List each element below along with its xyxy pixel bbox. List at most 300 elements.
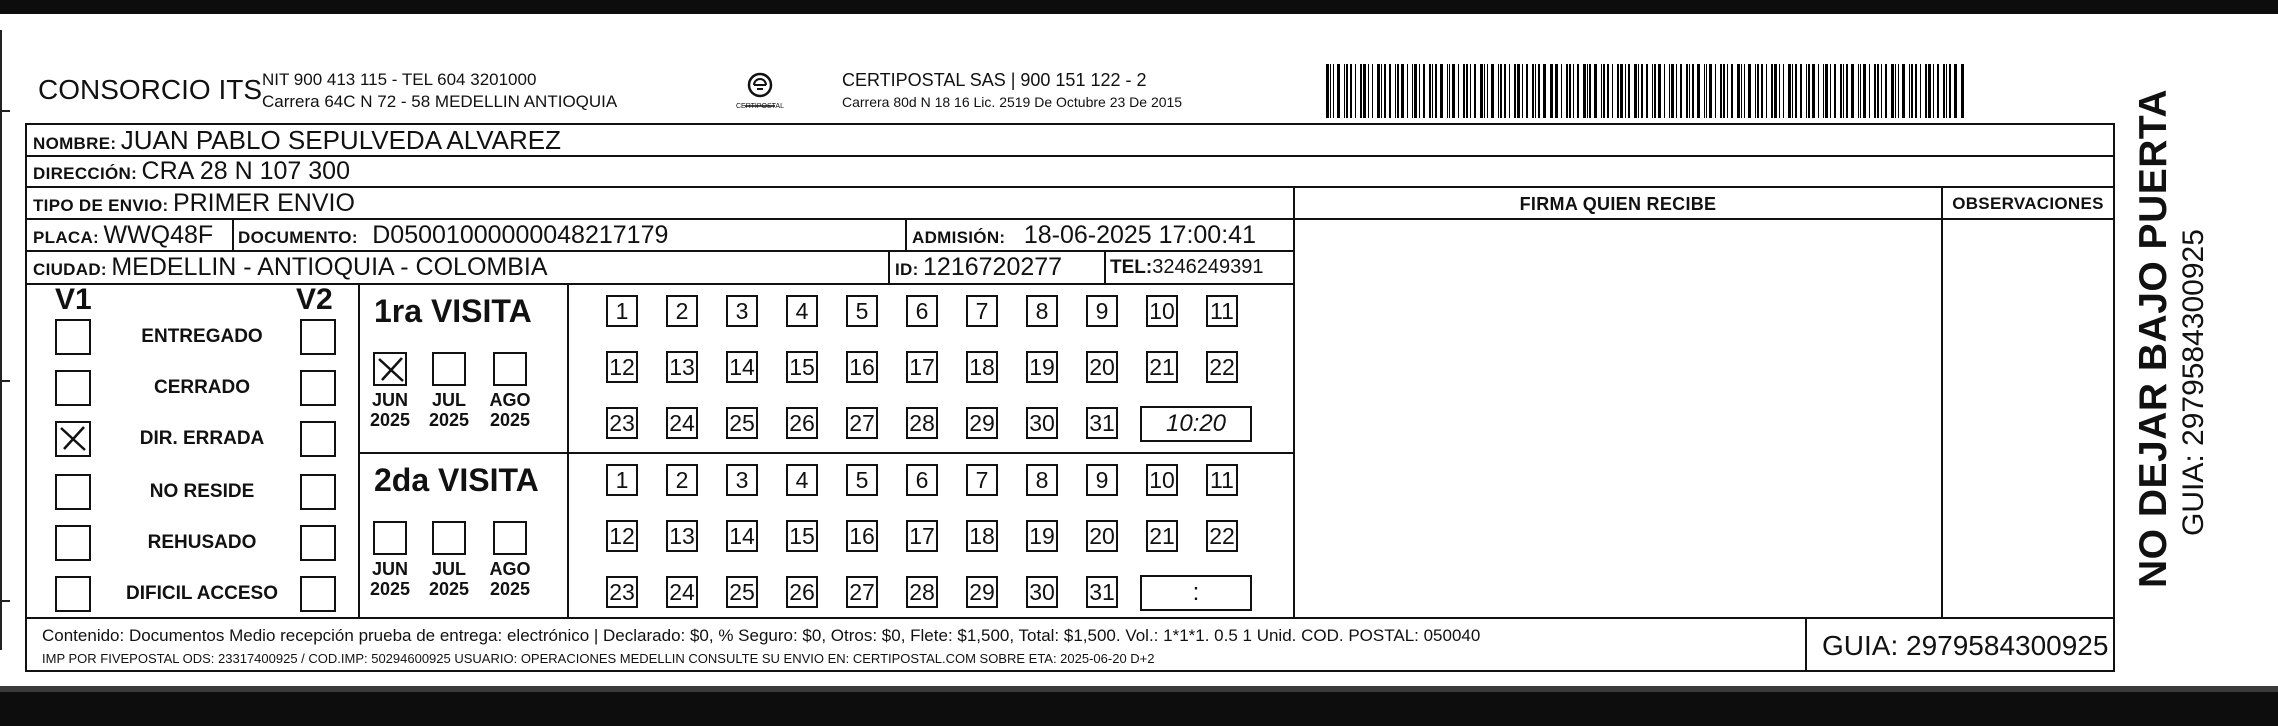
barcode-bar [1715, 64, 1716, 118]
day-box[interactable]: 7 [966, 464, 998, 496]
documento-cell [238, 221, 668, 250]
day-box[interactable]: 14 [726, 351, 758, 383]
barcode-bar [1397, 64, 1399, 118]
ciudad-label: CIUDAD: [33, 260, 107, 279]
barcode-bar [1363, 64, 1366, 118]
barcode-bar [1676, 64, 1677, 118]
barcode-bar [1587, 64, 1588, 118]
ciudad-value: MEDELLIN - ANTIOQUIA - COLOMBIA [111, 253, 548, 281]
barcode-bar [1360, 64, 1362, 118]
month-checkbox[interactable] [373, 352, 407, 386]
barcode-bar [1741, 64, 1742, 118]
barcode-bar [1783, 64, 1785, 118]
barcode-bar [1860, 64, 1862, 118]
day-box[interactable]: 5 [846, 464, 878, 496]
day-box[interactable]: 22 [1206, 351, 1238, 383]
barcode-bar [1491, 64, 1494, 118]
barcode-bar [1962, 64, 1964, 118]
visit-title: 2da VISITA [374, 462, 539, 498]
barcode-bar [1689, 64, 1690, 118]
day-box[interactable]: 16 [846, 520, 878, 552]
month-checkbox[interactable] [493, 521, 527, 555]
day-box[interactable]: 28 [906, 576, 938, 608]
day-box[interactable]: 31 [1086, 407, 1118, 439]
barcode-bar [1671, 64, 1674, 118]
barcode-bar [1851, 64, 1854, 118]
day-box[interactable]: 21 [1146, 520, 1178, 552]
barcode-bar [1808, 64, 1810, 118]
day-box[interactable]: 4 [786, 295, 818, 327]
barcode-bar [1748, 64, 1751, 118]
barcode-bar [1902, 64, 1905, 118]
month-label [419, 559, 479, 599]
day-box[interactable]: 13 [666, 520, 698, 552]
barcode-bar [1447, 64, 1448, 118]
barcode-bar [1535, 64, 1536, 118]
day-box[interactable]: 26 [786, 576, 818, 608]
firma-header: FIRMA QUIEN RECIBE [1519, 194, 1717, 214]
barcode-bar [1449, 64, 1451, 118]
barcode-bar [1961, 64, 1962, 118]
barcode-icon [1326, 64, 1966, 118]
barcode-bar [1452, 64, 1455, 118]
status-label: REHUSADO [147, 532, 257, 553]
barcode-bar [1330, 64, 1331, 118]
tipo-envio-row [33, 189, 355, 218]
id-value: 1216720277 [923, 253, 1063, 281]
status-label: DIR. ERRADA [139, 428, 265, 449]
row-divider [25, 218, 1293, 220]
barcode-bar [1333, 64, 1335, 118]
day-box[interactable]: 30 [1026, 576, 1058, 608]
barcode-bar [1350, 64, 1353, 118]
day-box[interactable]: 10 [1146, 295, 1178, 327]
month-checkbox[interactable] [432, 521, 466, 555]
day-box[interactable]: 30 [1026, 407, 1058, 439]
barcode-bar [1543, 64, 1546, 118]
barcode-bar [1792, 64, 1793, 118]
barcode-bar [1612, 64, 1613, 118]
placa-label: PLACA: [33, 228, 100, 247]
day-box[interactable]: 25 [726, 576, 758, 608]
barcode-bar [1440, 64, 1443, 118]
day-box[interactable]: 28 [906, 407, 938, 439]
barcode-bar [1779, 64, 1780, 118]
barcode-bar [1795, 64, 1797, 118]
status-label: CERRADO [153, 377, 251, 398]
v2-checkbox[interactable] [300, 370, 336, 406]
barcode-bar [1538, 64, 1540, 118]
month-label [480, 559, 540, 599]
barcode-bar [1355, 64, 1356, 118]
barcode-bar [1646, 64, 1649, 118]
v2-checkbox[interactable] [300, 421, 336, 457]
barcode-bar [1825, 64, 1828, 118]
month-name: JUL [431, 559, 466, 579]
tel-cell [1110, 256, 1263, 279]
day-box[interactable]: 29 [966, 576, 998, 608]
month-name: JUN [371, 559, 408, 579]
barcode-bar [1480, 64, 1483, 118]
v1-checkbox[interactable] [55, 319, 91, 355]
day-box[interactable]: 4 [786, 464, 818, 496]
day-box[interactable]: 21 [1146, 351, 1178, 383]
day-box[interactable]: 3 [726, 295, 758, 327]
company-nit: NIT 900 413 115 - TEL 604 3201000 [262, 70, 537, 89]
barcode-bar [1858, 64, 1859, 118]
barcode-bar [1652, 64, 1653, 118]
day-box[interactable]: 14 [726, 520, 758, 552]
month-label [360, 390, 420, 430]
tipo-envio-label: TIPO DE ENVIO: [33, 196, 169, 215]
day-box[interactable]: 11 [1206, 464, 1238, 496]
observaciones-header: OBSERVACIONES [1952, 194, 2104, 213]
day-box[interactable]: 2 [666, 464, 698, 496]
day-box[interactable]: 6 [906, 295, 938, 327]
barcode-bar [1395, 64, 1396, 118]
observations-area[interactable] [1943, 220, 2113, 617]
barcode-bar [1526, 64, 1528, 118]
barcode-bar [1920, 64, 1921, 118]
company-address: Carrera 64C N 72 - 58 MEDELLIN ANTIOQUIA [262, 92, 618, 111]
barcode-bar [1625, 64, 1626, 118]
day-box[interactable]: 12 [606, 520, 638, 552]
barcode-bar [1504, 64, 1507, 118]
left-tick [0, 380, 10, 382]
day-box[interactable]: 11 [1206, 295, 1238, 327]
day-box[interactable]: 9 [1086, 464, 1118, 496]
v2-header: V2 [296, 283, 333, 316]
barcode-bar [1771, 64, 1773, 118]
month-year: 2025 [489, 579, 531, 599]
barcode-bar [1925, 64, 1927, 118]
day-box[interactable]: 15 [786, 520, 818, 552]
barcode-bar [1414, 64, 1417, 118]
barcode-bar [1949, 64, 1951, 118]
v1-header: V1 [55, 283, 92, 316]
barcode-bar [1863, 64, 1866, 118]
barcode-bar [1706, 64, 1708, 118]
barcode-bar [1484, 64, 1485, 118]
day-box[interactable]: 2 [666, 295, 698, 327]
barcode-bar [1704, 64, 1705, 118]
admision-value: 18-06-2025 17:00:41 [1023, 221, 1256, 249]
barcode-bar [1723, 64, 1726, 118]
barcode-bar [1669, 64, 1671, 118]
barcode-bar [1326, 64, 1329, 118]
barcode-bar [1466, 64, 1469, 118]
cell-divider [1805, 617, 1807, 672]
barcode-bar [1812, 64, 1815, 118]
month-checkbox[interactable] [373, 521, 407, 555]
footer-guia: GUIA: 2979584300925 [1822, 630, 2109, 661]
side-warning: NO DEJAR BAJO PUERTA [2132, 88, 2175, 588]
barcode-bar [1377, 64, 1380, 118]
direccion-row [33, 157, 350, 186]
left-tick [0, 600, 10, 602]
barcode-bar [1561, 64, 1562, 118]
barcode-bar [1514, 64, 1516, 118]
barcode-bar [1550, 64, 1551, 118]
placa-value: WWQ48F [103, 221, 214, 249]
barcode-bar [1474, 64, 1476, 118]
barcode-bar [1818, 64, 1819, 118]
v1-checkbox[interactable] [55, 370, 91, 406]
barcode-bar [1885, 64, 1887, 118]
documento-label: DOCUMENTO: [238, 228, 358, 247]
nombre-label: NOMBRE: [33, 134, 117, 153]
v1-checkbox[interactable] [55, 525, 91, 561]
barcode-bar [1766, 64, 1767, 118]
barcode-bar [1697, 64, 1700, 118]
day-box[interactable]: 18 [966, 520, 998, 552]
row-divider [25, 186, 2115, 188]
barcode-bar [1731, 64, 1733, 118]
barcode-bar [1877, 64, 1880, 118]
barcode-bar [1435, 64, 1437, 118]
day-box[interactable]: 17 [906, 520, 938, 552]
carrier-name: CERTIPOSTAL SAS | 900 151 122 - 2 [842, 70, 1147, 90]
month-name: AGO [489, 559, 531, 579]
barcode-bar [1800, 64, 1803, 118]
barcode-bar [1601, 64, 1602, 118]
tel-value: 3246249391 [1152, 256, 1264, 278]
month-checkbox[interactable] [432, 352, 466, 386]
month-year: 2025 [428, 410, 470, 430]
day-box[interactable]: 24 [666, 407, 698, 439]
barcode-bar [1638, 64, 1639, 118]
day-box[interactable]: 25 [726, 407, 758, 439]
barcode-bar [1909, 64, 1910, 118]
signature-area[interactable] [1293, 220, 1941, 617]
barcode-bar [1384, 64, 1386, 118]
barcode-bar [1954, 64, 1957, 118]
month-label [480, 390, 540, 430]
barcode-bar [1709, 64, 1712, 118]
month-label [360, 559, 420, 599]
day-box[interactable]: 1 [606, 464, 638, 496]
day-box[interactable]: 22 [1206, 520, 1238, 552]
barcode-bar [1517, 64, 1520, 118]
status-label: NO RESIDE [149, 481, 255, 502]
barcode-bar [1412, 64, 1414, 118]
row-divider [25, 250, 1293, 252]
barcode-bar [1895, 64, 1896, 118]
admision-label: ADMISIÓN: [912, 228, 1006, 247]
v1-checkbox[interactable] [55, 474, 91, 510]
v2-checkbox[interactable] [300, 319, 336, 355]
column-divider [2113, 123, 2115, 672]
day-box[interactable]: 23 [606, 407, 638, 439]
month-year: 2025 [369, 579, 411, 599]
barcode-bar [1458, 64, 1459, 118]
day-box[interactable]: 5 [846, 295, 878, 327]
v1-checkbox[interactable] [55, 576, 91, 612]
barcode-bar [1487, 64, 1489, 118]
documento-value: D05001000000048217179 [372, 221, 669, 249]
day-box[interactable]: 27 [846, 407, 878, 439]
barcode-bar [1566, 64, 1568, 118]
status-label: DIFICIL ACCESO [125, 583, 278, 604]
barcode-bar [1617, 64, 1619, 118]
barcode-bar [1423, 64, 1425, 118]
day-box[interactable]: 31 [1086, 576, 1118, 608]
barcode-bar [1823, 64, 1825, 118]
v2-checkbox[interactable] [300, 525, 336, 561]
barcode-bar [1573, 64, 1574, 118]
barcode-bar [1522, 64, 1523, 118]
barcode-bar [1788, 64, 1791, 118]
visit-divider [358, 452, 1293, 454]
day-box[interactable]: 29 [966, 407, 998, 439]
day-box[interactable]: 12 [606, 351, 638, 383]
barcode-bar [1429, 64, 1432, 118]
day-box[interactable]: 19 [1026, 351, 1058, 383]
day-box[interactable]: 16 [846, 351, 878, 383]
v2-checkbox[interactable] [300, 474, 336, 510]
barcode-bar [1881, 64, 1882, 118]
barcode-bar [1933, 64, 1934, 118]
barcode-bar [1381, 64, 1382, 118]
barcode-bar [1641, 64, 1643, 118]
footer-print-line: IMP POR FIVEPOSTAL ODS: 23317400925 / COD.IMP: 50294600925 USUARIO: OPERACIONES MEDELLIN CONSULTE SU ENVIO EN: CERTIPOSTAL.COM SOBRE ETA: 2025-06-20 D+2 [42, 651, 1155, 666]
tel-label: TEL: [1110, 257, 1153, 278]
day-box[interactable]: 8 [1026, 464, 1058, 496]
barcode-bar [1346, 64, 1348, 118]
day-box[interactable]: 9 [1086, 295, 1118, 327]
barcode-bar [1830, 64, 1831, 118]
barcode-bar [1891, 64, 1894, 118]
footer-divider [25, 617, 2115, 619]
barcode-bar [1727, 64, 1728, 118]
barcode-bar [1555, 64, 1558, 118]
day-box[interactable]: 8 [1026, 295, 1058, 327]
cell-divider [888, 250, 890, 283]
barcode-bar [1737, 64, 1740, 118]
barcode-bar [1634, 64, 1637, 118]
day-box[interactable]: 18 [966, 351, 998, 383]
barcode-bar [1594, 64, 1597, 118]
barcode-bar [1603, 64, 1605, 118]
barcode-bar [1911, 64, 1913, 118]
barcode-bar [1498, 64, 1499, 118]
barcode-bar [1774, 64, 1777, 118]
barcode-bar [1898, 64, 1900, 118]
barcode-bar [1419, 64, 1420, 118]
barcode-bar [1407, 64, 1408, 118]
month-name: JUL [431, 390, 466, 410]
carrier-address: Carrera 80d N 18 16 Lic. 2519 De Octubre 23 De 2015 [842, 94, 1183, 110]
day-box[interactable]: 13 [666, 351, 698, 383]
barcode-bar [1372, 64, 1374, 118]
side-guia: GUIA: 2979584300925 [2177, 229, 2210, 536]
day-box[interactable]: 20 [1086, 520, 1118, 552]
scan-border-bottom [0, 692, 2278, 726]
month-year: 2025 [428, 579, 470, 599]
barcode-bar [1680, 64, 1682, 118]
v1-checkbox[interactable] [55, 421, 91, 457]
scan-border-top [0, 0, 2278, 14]
barcode-bar [1337, 64, 1340, 118]
nombre-row [33, 125, 561, 156]
status-label: ENTREGADO [141, 326, 263, 347]
day-box[interactable]: 7 [966, 295, 998, 327]
direccion-label: DIRECCIÓN: [33, 164, 138, 183]
id-cell [895, 253, 1062, 282]
visit-title: 1ra VISITA [374, 293, 532, 329]
day-box[interactable]: 17 [906, 351, 938, 383]
barcode-bar [1843, 64, 1844, 118]
barcode-bar [1744, 64, 1746, 118]
time-box[interactable]: 10:20 [1140, 406, 1252, 442]
barcode-bar [1874, 64, 1876, 118]
barcode-bar [1654, 64, 1656, 118]
left-bracket [0, 30, 10, 650]
logo-caption: CERTIPOSTAL [736, 103, 784, 110]
barcode-bar [1628, 64, 1630, 118]
barcode-bar [1928, 64, 1931, 118]
v2-checkbox[interactable] [300, 576, 336, 612]
barcode-bar [1943, 64, 1946, 118]
day-box[interactable]: 6 [906, 464, 938, 496]
nombre-value: JUAN PABLO SEPULVEDA ALVAREZ [120, 125, 562, 155]
day-box[interactable]: 26 [786, 407, 818, 439]
month-checkbox[interactable] [493, 352, 527, 386]
barcode-bar [1937, 64, 1939, 118]
barcode-bar [1806, 64, 1807, 118]
barcode-bar [1463, 64, 1465, 118]
cell-divider [905, 218, 907, 250]
barcode-bar [1569, 64, 1572, 118]
day-box[interactable]: 3 [726, 464, 758, 496]
cell-divider [232, 218, 234, 250]
barcode-bar [1368, 64, 1369, 118]
barcode-bar [1389, 64, 1392, 118]
cell-divider [1104, 250, 1106, 283]
barcode-bar [1757, 64, 1759, 118]
day-box[interactable]: 15 [786, 351, 818, 383]
barcode-bar [1500, 64, 1502, 118]
barcode-bar [1846, 64, 1848, 118]
barcode-bar [1401, 64, 1404, 118]
barcode-bar [1915, 64, 1918, 118]
day-box[interactable]: 27 [846, 576, 878, 608]
tipo-envio-value: PRIMER ENVIO [172, 189, 355, 217]
day-box[interactable]: 24 [666, 576, 698, 608]
barcode-bar [1509, 64, 1510, 118]
time-box[interactable]: : [1140, 575, 1252, 611]
column-divider [567, 283, 569, 617]
barcode-bar [1755, 64, 1756, 118]
ciudad-cell [33, 253, 548, 282]
barcode-bar [1620, 64, 1623, 118]
day-box[interactable]: 23 [606, 576, 638, 608]
barcode-bar [1532, 64, 1535, 118]
placa-cell [33, 221, 213, 250]
day-box[interactable]: 1 [606, 295, 638, 327]
barcode-bar [1470, 64, 1471, 118]
day-box[interactable]: 20 [1086, 351, 1118, 383]
direccion-value: CRA 28 N 107 300 [141, 157, 350, 185]
day-box[interactable]: 10 [1146, 464, 1178, 496]
day-box[interactable]: 19 [1026, 520, 1058, 552]
barcode-bar [1583, 64, 1586, 118]
barcode-bar [1946, 64, 1947, 118]
company-name: CONSORCIO ITS [38, 74, 263, 105]
barcode-bar [1834, 64, 1836, 118]
barcode-bar [1761, 64, 1764, 118]
row-divider [25, 283, 1293, 285]
